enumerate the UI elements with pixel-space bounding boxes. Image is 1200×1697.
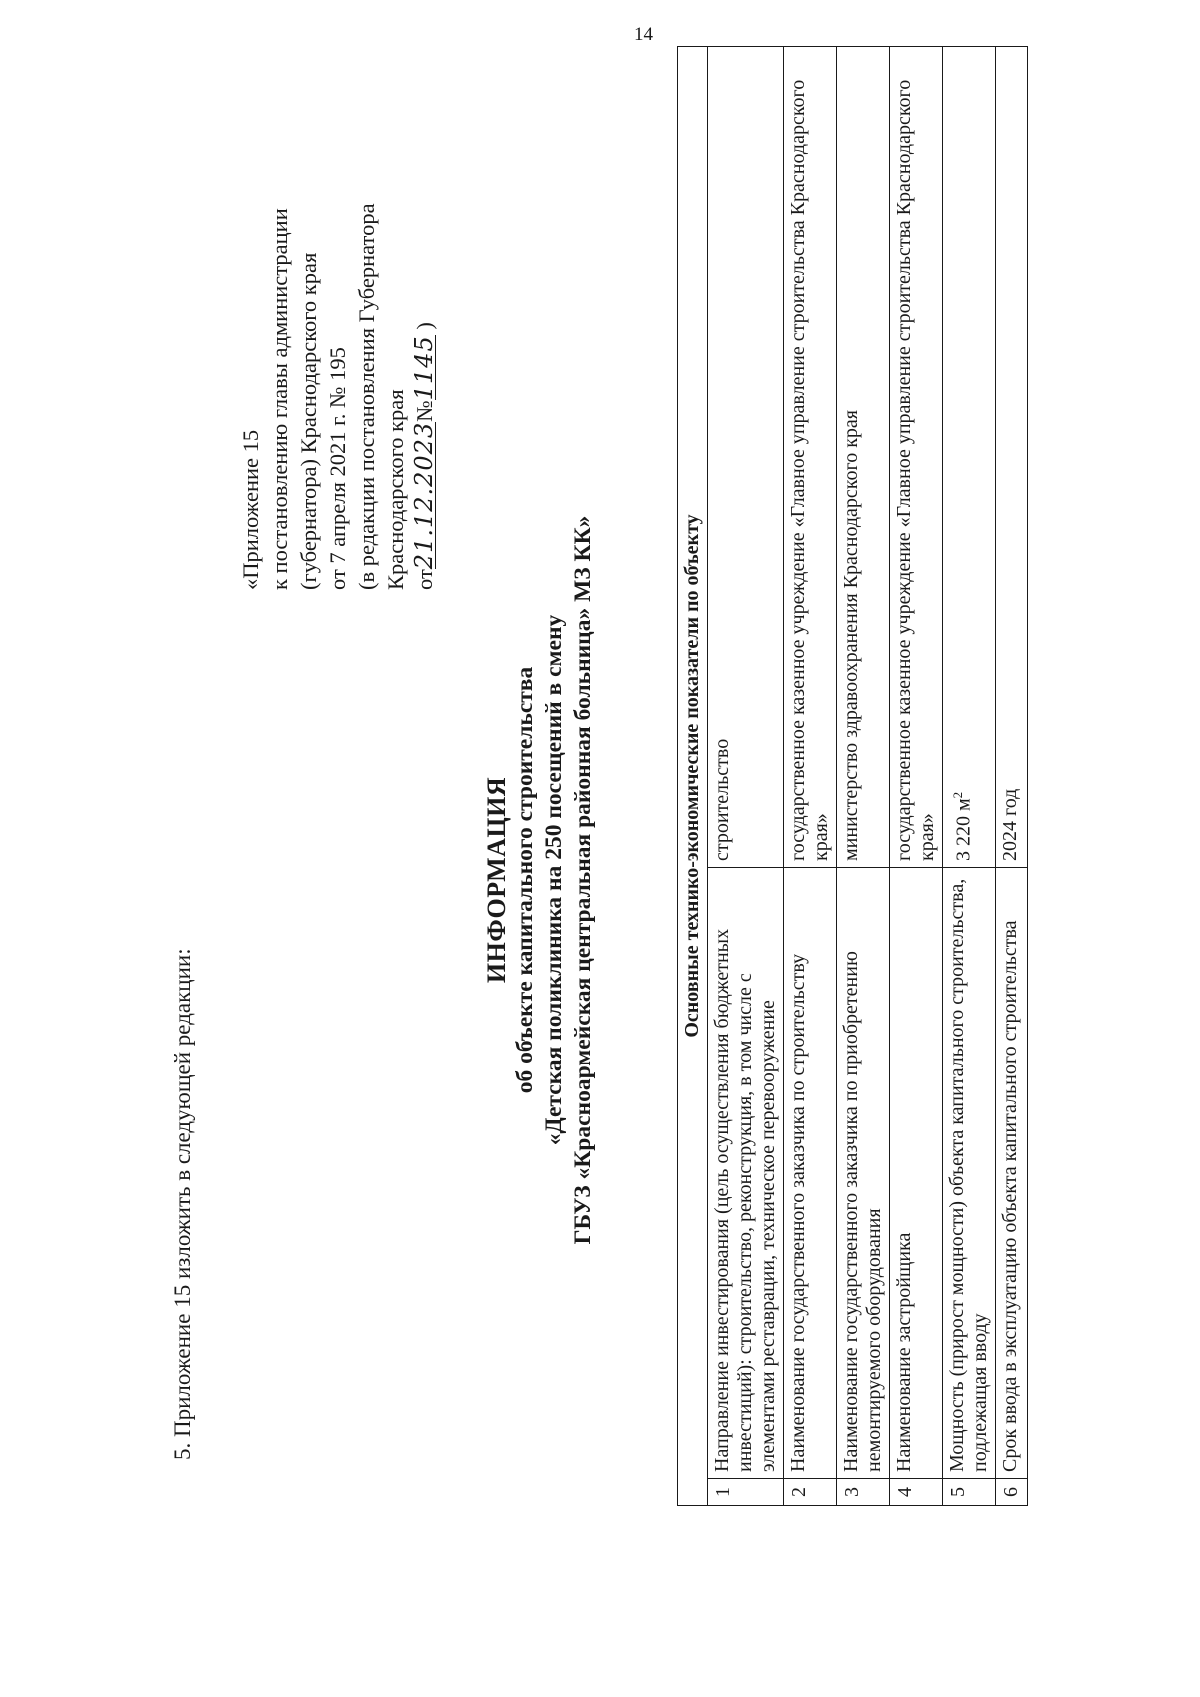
- appendix-date-line: [410, 203, 439, 590]
- row-label: Направление инвестирования (цель осуществления бюджетных инвестиций): строительство, реконструкция, в том числе с элементами реставрации, техническое перевооружение: [708, 868, 784, 1479]
- table-row: [890, 47, 943, 1506]
- appendix-line-2: к постановлению главы администрации: [267, 208, 292, 590]
- row-number: 3: [837, 1479, 890, 1506]
- table-row: [943, 47, 996, 1506]
- row-number: 6: [996, 1479, 1028, 1506]
- close-paren: ): [412, 322, 437, 330]
- row-label: Мощность (прирост мощности) объекта капитального строительства, подлежащая вводу: [943, 868, 996, 1479]
- row-number: 4: [890, 1479, 943, 1506]
- row-label: Наименование государственного заказчика по строительству: [784, 868, 837, 1479]
- row-value: государственное казенное учреждение «Главное управление строительства Краснодарского края»: [890, 47, 943, 868]
- from-prefix: от: [412, 569, 437, 590]
- document-title: [482, 330, 598, 1430]
- page-number: 14: [634, 24, 653, 45]
- row-label: Срок ввода в эксплуатацию объекта капитального строительства: [996, 868, 1028, 1479]
- title-line-2: «Детская поликлиника на 250 посещений в смену: [541, 614, 567, 1146]
- title-heading: ИНФОРМАЦИЯ: [482, 776, 511, 984]
- row-number: 5: [943, 1479, 996, 1506]
- row-value: [943, 47, 996, 868]
- appendix-line-4: от 7 апреля 2021 г. № 195: [325, 347, 350, 590]
- handwritten-number: 1145: [410, 335, 438, 401]
- number-sign: №: [412, 400, 437, 422]
- row-number: 1: [708, 1479, 784, 1506]
- row-value: 2024 год: [996, 47, 1028, 868]
- row-value: строительство: [708, 47, 784, 868]
- indicators-table: [677, 46, 1028, 1506]
- table-row: [996, 47, 1028, 1506]
- row-value: государственное казенное учреждение «Главное управление строительства Краснодарского края»: [784, 47, 837, 868]
- table-row: [708, 47, 784, 1506]
- row-number: 2: [784, 1479, 837, 1506]
- row-value: министерство здравоохранения Краснодарского края: [837, 47, 890, 868]
- row-label: Наименование застройщика: [890, 868, 943, 1479]
- unit-superscript: 2: [950, 791, 965, 799]
- appendix-line-6: Краснодарского края: [383, 389, 408, 590]
- rotated-page-content: [0, 70, 1200, 1650]
- capacity-value: 3 220 м: [952, 798, 975, 861]
- table-header: Основные технико-экономические показатели по объекту: [678, 47, 708, 1506]
- title-line-1: об объекте капитального строительства: [512, 666, 538, 1094]
- appendix-reference: [236, 203, 439, 590]
- appendix-line-5: (в редакции постановления Губернатора: [354, 203, 379, 590]
- appendix-line-3: (губернатора) Краснодарского края: [296, 252, 321, 590]
- handwritten-date: 21.12.2023: [410, 421, 438, 570]
- title-line-3: ГБУЗ «Красноармейская центральная районная больница» МЗ КК»: [570, 515, 596, 1245]
- appendix-line-1: «Приложение 15: [238, 429, 263, 590]
- table-header-row: [678, 47, 708, 1506]
- table-row: [837, 47, 890, 1506]
- intro-paragraph: 5. Приложение 15 изложить в следующей редакции:: [170, 948, 195, 1460]
- table-row: [784, 47, 837, 1506]
- row-label: Наименование государственного заказчика по приобретению немонтируемого оборудования: [837, 868, 890, 1479]
